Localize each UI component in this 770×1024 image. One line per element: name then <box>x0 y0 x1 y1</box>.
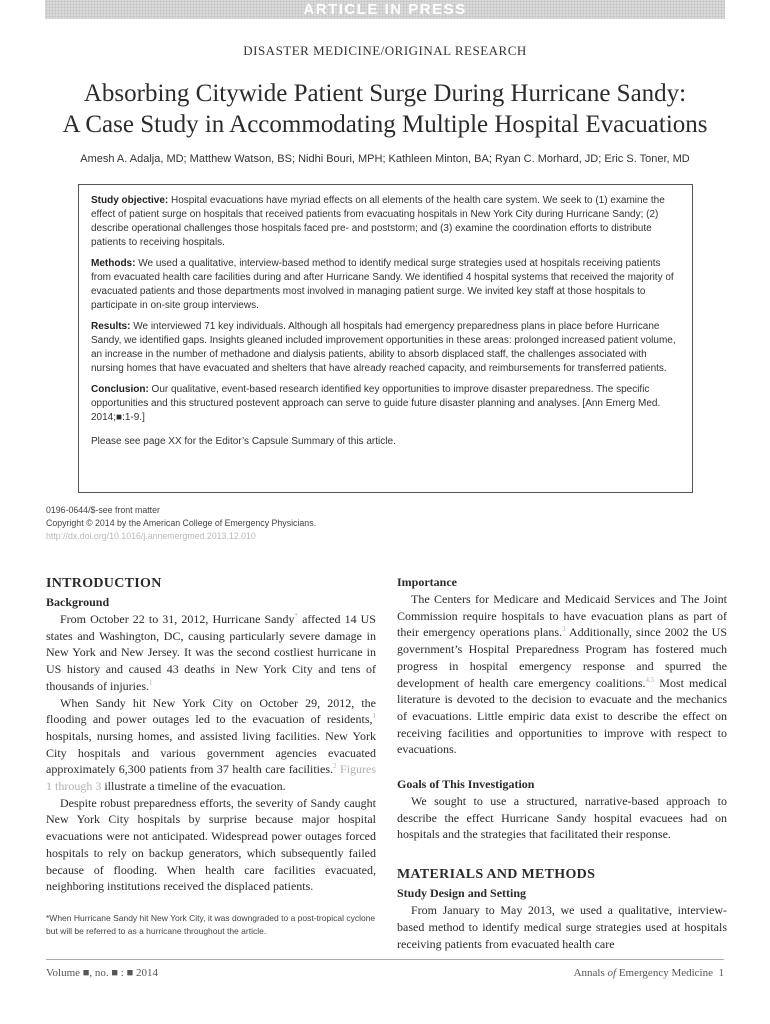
journal-name-b: Emergency Medicine <box>616 967 713 979</box>
capsule-note: Please see page XX for the Editor’s Capsule Summary of this article. <box>91 436 396 447</box>
footnote-marker[interactable]: * <box>294 612 298 620</box>
journal-name-a: Annals <box>573 967 608 979</box>
background-heading: Background <box>46 595 110 609</box>
objective-text: Hospital evacuations have myriad effects on all elements of the health care system. We seek to (1) examine the effect of patient surge on hospitals that received patients from evacuating hospitals in New York City during Hurricane Sandy; (2) describe operational challenges those hospitals faced pre- and poststorm; and (3) examine the coordination efforts to distribute patients to receiving hospitals. <box>91 195 665 248</box>
design-paragraph: From January to May 2013, we used a qualitative, interview-based method to identify medical surge strategies used at hospitals receiving patients from evacuated health care <box>397 903 727 951</box>
citation-ref[interactable]: 3 <box>562 625 566 634</box>
methods-text: We used a qualitative, interview-based method to identify medical surge strategies used at hospitals receiving patients from evacuated health care facilities during and after Hurricane Sandy. We identified 4 hospital systems that received the majority of evacuated patients and those departments most involved in managing patient surge. We invited key staff at those hospitals to participate in on-site group interviews. <box>91 258 674 311</box>
abstract-objective <box>91 194 680 250</box>
citation-ref[interactable]: 2 <box>333 762 337 771</box>
left-column <box>46 574 376 895</box>
methods-label: Methods: <box>91 258 136 269</box>
doi-link[interactable]: http://dx.doi.org/10.1016/j.annemergmed.2013.12.010 <box>46 531 256 541</box>
background-paragraph-3: Despite robust preparedness efforts, the severity of Sandy caught New York City hospitals by surprise because major hospital evacuations were not anticipated. Widespread power outages forced hospitals to rely on backup generators, which subsequently failed because of flooding. When health care facilities evacuated, neighboring institutions received the displaced patients. <box>46 795 376 894</box>
journal-footer <box>574 967 724 979</box>
imp-text-c: Most medical literature is devoted to the decision to evacuate and the mechanics of evacuations. Little empiric data exist to describe the effect on receiving facilities and opportunities to improve with respect to evacuations. <box>397 675 727 757</box>
conclusion-label: Conclusion: <box>91 384 149 395</box>
importance-paragraph <box>397 591 727 758</box>
article-in-press-banner <box>45 0 725 19</box>
spacer <box>397 843 727 865</box>
section-label: DISASTER MEDICINE/ORIGINAL RESEARCH <box>243 43 527 58</box>
results-text: We interviewed 71 key individuals. Although all hospitals had emergency preparedness plans in place before Hurricane Sandy, we identified gaps. Insights gleaned included improvement opportunities in these areas: prolonged increased patient volume, an increase in the number of methadone and dialysis patients, ability to absorb displaced staff, the challenges associated with nursing homes that have evacuated and shelters that have already reached capacity, and reimbursements for transferred patients. <box>91 321 676 374</box>
publication-meta <box>46 504 446 543</box>
p2-text-c: illustrate a timeline of the evacuation. <box>101 779 286 794</box>
design-heading: Study Design and Setting <box>397 886 527 901</box>
citation-ref[interactable]: 4,5 <box>645 675 655 684</box>
p1-text-a: From October 22 to 31, 2012, Hurricane Sandy <box>60 612 295 626</box>
article-title <box>20 78 750 140</box>
abstract-box <box>78 184 693 493</box>
issn-line: 0196-0644/$-see front matter <box>46 505 160 515</box>
footnote: *When Hurricane Sandy hit New York City, it was downgraded to a post-tropical cyclone but will be referred to as a hurricane throughout the article. <box>46 913 376 936</box>
spacer <box>397 758 727 776</box>
title-line-2: A Case Study in Accommodating Multiple Hospital Evacuations <box>62 111 708 138</box>
volume-info: Volume ■, no. ■ : ■ 2014 <box>46 967 159 979</box>
background-paragraph-1 <box>46 611 376 695</box>
goals-heading: Goals of This Investigation <box>397 777 535 792</box>
banner-text: ARTICLE IN PRESS <box>303 1 467 18</box>
title-line-1: Absorbing Citywide Patient Surge During Hurricane Sandy: <box>83 80 687 107</box>
abstract-conclusion <box>91 383 680 425</box>
p1-text-b: affected 14 US states and Washington, DC, causing particularly severe damage in New York and New Jersey. It was the second costliest hurricane in US history and caused 43 deaths in New York City and tens of thousands of injuries. <box>46 612 376 693</box>
right-column <box>397 574 727 952</box>
figure-link[interactable]: Figures 1 through 3 <box>46 762 377 794</box>
journal-name-of: of <box>607 967 617 979</box>
results-label: Results: <box>91 321 131 332</box>
introduction-heading: INTRODUCTION <box>46 576 162 591</box>
p2-text-b: hospitals, nursing homes, and assisted living facilities. New York City hospitals and various government agencies evacuated approximately 6,300 patients from 37 health care facilities. <box>46 728 376 777</box>
author-list: Amesh A. Adalja, MD; Matthew Watson, BS; Nidhi Bouri, MPH; Kathleen Minton, BA; Ryan C. Morhard, JD; Eric S. Toner, MD <box>80 153 690 165</box>
citation-ref[interactable]: 1 <box>149 678 153 687</box>
goals-paragraph: We sought to use a structured, narrative-based approach to describe the effect Hurricane Sandy hospital evacuees had on hospitals and the strategies that facilitated their response. <box>397 794 727 842</box>
abstract-results <box>91 320 680 376</box>
imp-text-a: The Centers for Medicare and Medicaid Services and The Joint Commission require hospitals to have evacuation plans as part of their emergency operations plans. <box>397 592 727 640</box>
citation-ref[interactable]: 1 <box>372 712 376 721</box>
footer-divider <box>46 959 724 960</box>
imp-text-b: Additionally, since 2002 the US government’s Hospital Preparedness Program has fostered much progress in hospital emergency response and spurred the development of health care emergency coalitions. <box>397 625 727 690</box>
background-paragraph-2 <box>46 695 376 795</box>
importance-heading: Importance <box>397 575 457 589</box>
copyright-line: Copyright © 2014 by the American College of Emergency Physicians. <box>46 518 317 528</box>
conclusion-text: Our qualitative, event-based research identified key opportunities to improve disaster preparedness. The specific opportunities and this structured postevent approach can serve to guide future disaster planning and analyses. [Ann Emerg Med. 2014;■:1-9.] <box>91 384 661 423</box>
p2-text-a: When Sandy hit New York City on October 29, 2012, the flooding and power outages led to the evacuation of residents, <box>46 695 376 727</box>
methods-heading: MATERIALS AND METHODS <box>397 867 596 883</box>
page-number: 1 <box>718 967 724 979</box>
abstract-methods <box>91 257 680 313</box>
objective-label: Study objective: <box>91 195 169 206</box>
